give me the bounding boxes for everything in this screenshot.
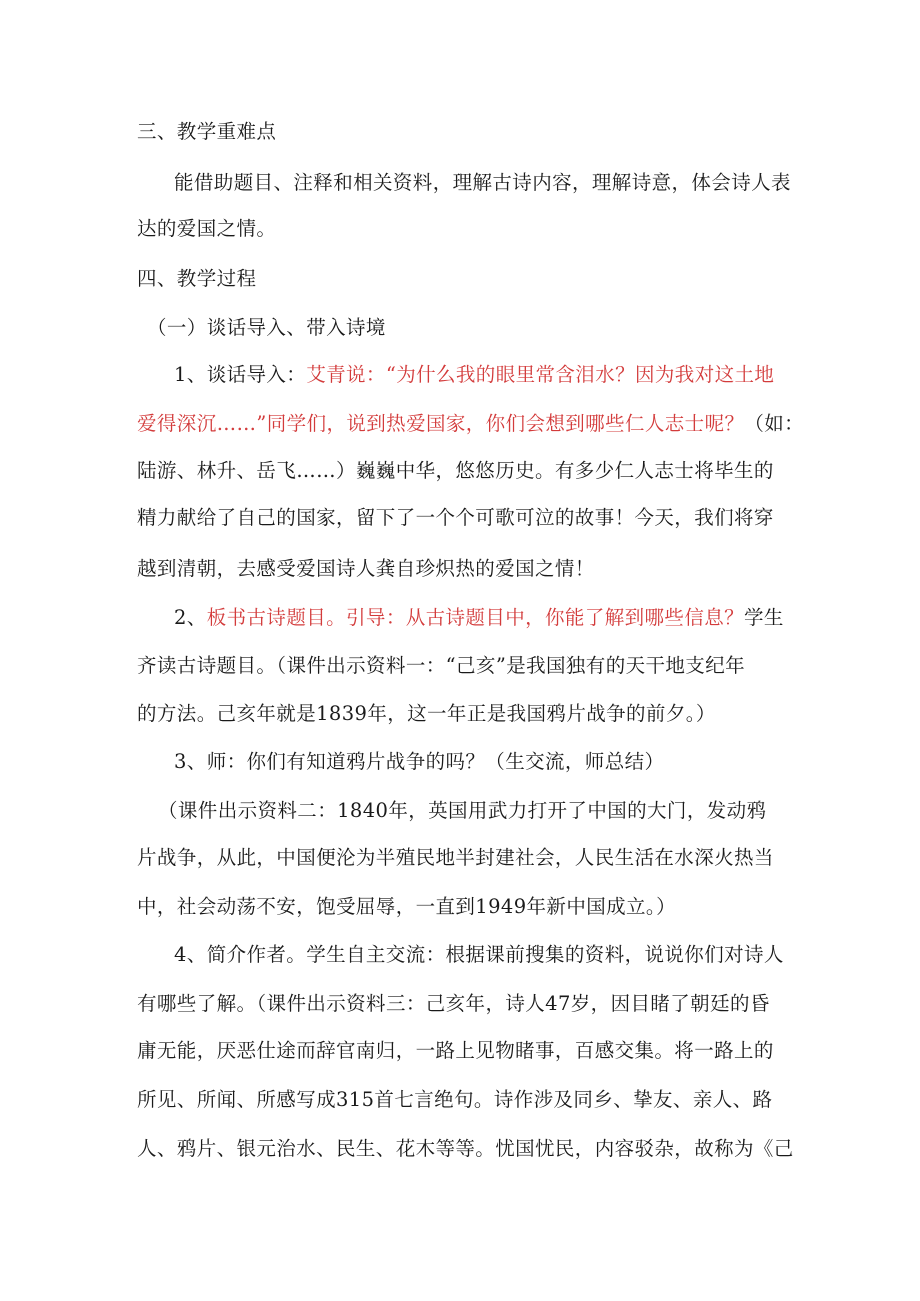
step2-students-text: 学生	[744, 606, 784, 629]
step1-question-highlight: 爱得深沉……”同学们，说到热爱国家，你们会想到哪些仁人志士呢？	[137, 412, 745, 435]
section-heading-key-points: 三、教学重难点	[137, 120, 277, 143]
step2-instruction-highlight: 板书古诗题目。引导：从古诗题目中，你能了解到哪些信息？	[206, 606, 745, 629]
step1-quote-highlight: 艾青说：“为什么我的眼里常含泪水？因为我对这土地	[306, 363, 775, 386]
step1-line-1	[174, 353, 920, 397]
step4-line-1: 4、简介作者。学生自主交流：根据课前搜集的资料，说说你们对诗人	[174, 943, 784, 966]
step4-line-5: 人、鸦片、银元治水、民生、花木等等。忧国忧民，内容驳杂，故称为《己	[137, 1137, 794, 1160]
step4-line-3: 庸无能，厌恶仕途而辞官南归，一路上见物睹事，百感交集。将一路上的	[137, 1039, 774, 1062]
key-points-text-line-2: 达的爱国之情。	[137, 217, 277, 240]
step1-label: 1、谈话导入：	[174, 363, 307, 386]
step4-line-2: 有哪些了解。（课件出示资料三：己亥年，诗人47岁，因目睹了朝廷的昏	[137, 992, 770, 1015]
step1-line-4: 精力献给了自己的国家，留下了一个个可歌可泣的故事！今天，我们将穿	[137, 506, 774, 529]
section-heading-teaching-process: 四、教学过程	[137, 267, 257, 290]
key-points-text-line-1: 能借助题目、注释和相关资料，理解古诗内容，理解诗意，体会诗人表	[174, 171, 791, 194]
step3-line-4: 中，社会动荡不安，饱受屈辱，一直到1949年新中国成立。）	[137, 895, 676, 918]
step1-line-5: 越到清朝，去感受爱国诗人龚自珍炽热的爱国之情！	[137, 557, 595, 580]
step3-line-1: 3、师：你们有知道鸦片战争的吗？（生交流，师总结）	[174, 750, 665, 773]
step1-line-3: 陆游、林升、岳飞……）巍巍中华，悠悠历史。有多少仁人志士将毕生的	[137, 459, 774, 482]
step1-example-prefix: （如：	[744, 412, 805, 435]
step3-line-2: （课件出示资料二：1840年，英国用武力打开了中国的大门，发动鸦	[158, 799, 767, 822]
step2-line-2: 齐读古诗题目。（课件出示资料一：“己亥”是我国独有的天干地支纪年	[137, 654, 745, 677]
step4-line-4: 所见、所闻、所感写成315首七言绝句。诗作涉及同乡、挚友、亲人、路	[137, 1088, 773, 1111]
step1-line-2	[137, 402, 920, 446]
step2-label: 2、	[174, 606, 207, 629]
step2-line-1	[174, 596, 920, 640]
step3-line-3: 片战争，从此，中国便沦为半殖民地半封建社会，人民生活在水深火热当	[137, 846, 774, 869]
subheading-introduction: （一）谈话导入、带入诗境	[147, 316, 386, 339]
step2-line-3: 的方法。己亥年就是1839年，这一年正是我国鸦片战争的前夕。）	[137, 702, 716, 725]
